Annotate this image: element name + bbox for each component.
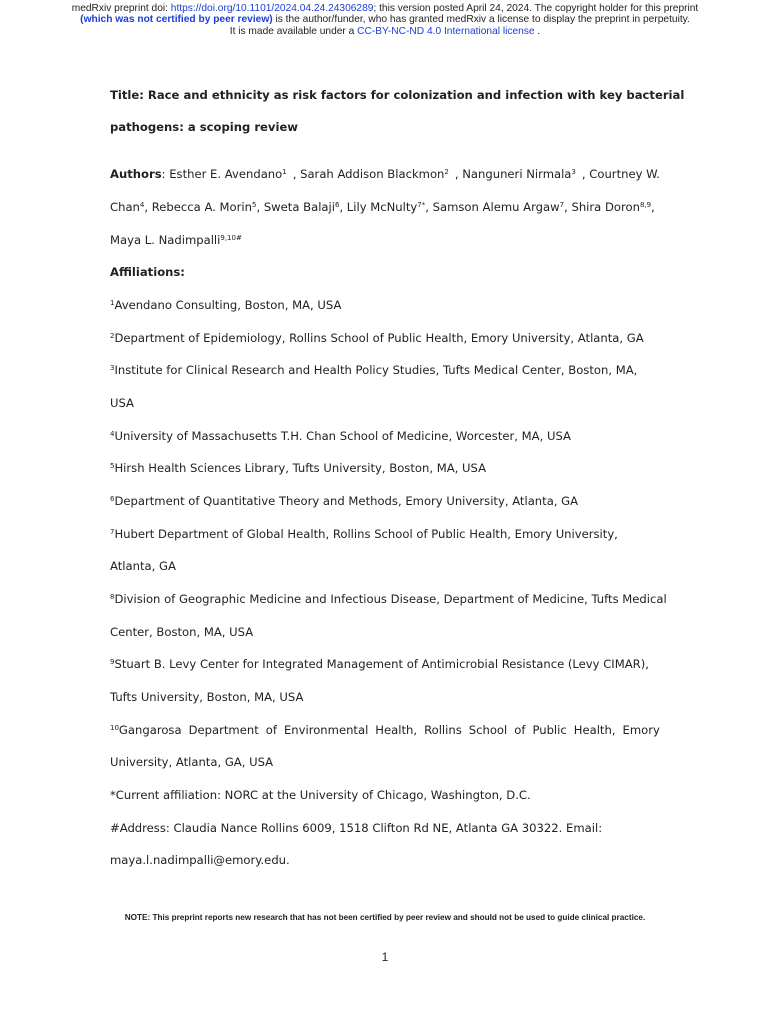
affiliation-8-continuation: Center, Boston, MA, USA xyxy=(110,625,254,639)
affiliation-text: Hubert Department of Global Health, Rollins School of Public Health, Emory University, xyxy=(114,527,618,541)
license-grant-text: is the author/funder, who has granted medRxiv a license to display the preprint in perpetuity. xyxy=(272,14,690,26)
affiliation-text: Institute for Clinical Research and Health Policy Studies, Tufts Medical Center, Boston, MA, xyxy=(114,363,638,377)
license-link[interactable]: CC-BY-NC-ND 4.0 International license xyxy=(357,25,535,37)
correspondence-address: #Address: Claudia Nance Rollins 6009, 1518 Clifton Rd NE, Atlanta GA 30322. Email: xyxy=(110,821,603,835)
author-sup: 8,9 xyxy=(639,201,652,209)
author-name: , Samson Alemu Argaw xyxy=(425,200,560,214)
current-affiliation-note: *Current affiliation: NORC at the University of Chicago, Washington, D.C. xyxy=(110,788,531,802)
preprint-note: NOTE: This preprint reports new research that has not been certified by peer review and should not be used to guide clinical practice. xyxy=(124,913,646,922)
affiliation-7 xyxy=(110,527,618,541)
affiliation-2 xyxy=(110,331,644,345)
author-sup: 7* xyxy=(417,201,426,209)
authors-line-3 xyxy=(110,233,242,247)
affiliation-word: Emory xyxy=(622,723,660,737)
author-sup: 4 xyxy=(139,201,145,209)
authors-line-2 xyxy=(110,200,655,214)
author-name: , Sarah Addison Blackmon xyxy=(292,167,445,181)
affiliation-word: Rollins xyxy=(424,723,462,737)
banner-line-2 xyxy=(0,14,770,25)
affiliation-number: 6 xyxy=(110,495,115,503)
affiliation-word: Health, xyxy=(573,723,616,737)
license-suffix: . xyxy=(534,25,541,37)
affiliation-word: of xyxy=(265,723,277,737)
affiliation-number: 3 xyxy=(110,364,115,372)
author-sup: 5 xyxy=(251,201,257,209)
affiliation-number: 1 xyxy=(110,299,115,307)
author-sup: 2 xyxy=(444,168,449,176)
affiliation-word: of xyxy=(514,723,526,737)
affiliation-number: 4 xyxy=(110,430,115,438)
author-name: , Shira Doron xyxy=(564,200,640,214)
affiliation-word: Public xyxy=(532,723,567,737)
author-sup: 6 xyxy=(334,201,340,209)
affiliation-text: University of Massachusetts T.H. Chan School of Medicine, Worcester, MA, USA xyxy=(114,429,571,443)
authors-line-1 xyxy=(110,167,660,181)
affiliation-text: Department of Quantitative Theory and Methods, Emory University, Atlanta, GA xyxy=(114,494,579,508)
banner-doi-prefix: medRxiv preprint doi: xyxy=(71,3,171,14)
banner-line-3 xyxy=(0,26,770,37)
affiliation-word: Environmental xyxy=(283,723,369,737)
affiliation-3-continuation: USA xyxy=(110,396,134,410)
author-name: , Lily McNulty xyxy=(339,200,418,214)
author-name: Maya L. Nadimpalli xyxy=(110,233,221,247)
paper-title-line-1: Title: Race and ethnicity as risk factors for colonization and infection with key bacterial xyxy=(110,88,685,102)
affiliation-word: Health, xyxy=(375,723,418,737)
affiliation-10 xyxy=(110,723,660,737)
affiliation-word: $^{10}$Gangarosa xyxy=(110,723,182,737)
doi-link[interactable]: https://doi.org/10.1101/2024.04.24.24306289 xyxy=(170,3,374,14)
author-name: , Sweta Balaji xyxy=(256,200,335,214)
license-prefix: It is made available under a xyxy=(229,25,358,37)
authors-segment xyxy=(110,167,287,181)
affiliation-text: Avendano Consulting, Boston, MA, USA xyxy=(114,298,342,312)
author-sup: 3 xyxy=(571,168,576,176)
affiliation-text: Hirsh Health Sciences Library, Tufts University, Boston, MA, USA xyxy=(114,461,486,475)
affiliation-9 xyxy=(110,657,649,671)
affiliation-8 xyxy=(110,592,667,606)
correspondence-email: maya.l.nadimpalli@emory.edu. xyxy=(110,853,290,867)
author-name: : Esther E. Avendano xyxy=(161,167,283,181)
page-number: 1 xyxy=(381,950,389,964)
peer-review-notice: (which was not certified by peer review) xyxy=(80,14,273,26)
affiliation-number: 9 xyxy=(110,658,115,666)
author-name: Chan xyxy=(110,200,140,214)
affiliation-number: 5 xyxy=(110,462,115,470)
affiliation-text: Department of Epidemiology, Rollins School of Public Health, Emory University, Atlanta, GA xyxy=(114,331,644,345)
author-name: , Nanguneri Nirmala xyxy=(454,167,572,181)
affiliation-number: 2 xyxy=(110,332,115,340)
banner-line-1 xyxy=(0,3,770,14)
authors-label: Authors xyxy=(110,167,162,181)
author-separator: , xyxy=(651,200,655,214)
author-sup: 7 xyxy=(559,201,565,209)
authors-segment xyxy=(455,167,576,181)
affiliations-heading: Affiliations: xyxy=(110,265,185,279)
affiliation-3 xyxy=(110,363,637,377)
affiliation-word: Department xyxy=(188,723,259,737)
affiliation-number: 7 xyxy=(110,528,115,536)
affiliation-word: School xyxy=(468,723,508,737)
affiliation-number: 8 xyxy=(110,593,115,601)
affiliation-10-continuation: University, Atlanta, GA, USA xyxy=(110,755,274,769)
paper-title-line-2: pathogens: a scoping review xyxy=(110,120,299,134)
author-sup: 9,10# xyxy=(220,234,242,242)
affiliation-6 xyxy=(110,494,578,508)
affiliation-1 xyxy=(110,298,341,312)
authors-segment xyxy=(293,167,449,181)
author-sup: 1 xyxy=(282,168,287,176)
author-name: , Courtney W. xyxy=(581,167,660,181)
banner-copyright-text: ; this version posted April 24, 2024. The copyright holder for this preprint xyxy=(373,3,699,14)
preprint-banner xyxy=(0,3,770,37)
affiliation-text: Division of Geographic Medicine and Infectious Disease, Department of Medicine, Tufts Medical xyxy=(114,592,667,606)
affiliation-text: Stuart B. Levy Center for Integrated Management of Antimicrobial Resistance (Levy CIMAR), xyxy=(114,657,649,671)
affiliation-5 xyxy=(110,461,486,475)
author-name: , Rebecca A. Morin xyxy=(144,200,252,214)
affiliation-number: 10 xyxy=(110,724,119,732)
affiliation-7-continuation: Atlanta, GA xyxy=(110,559,176,573)
affiliation-4 xyxy=(110,429,571,443)
affiliation-9-continuation: Tufts University, Boston, MA, USA xyxy=(110,690,304,704)
